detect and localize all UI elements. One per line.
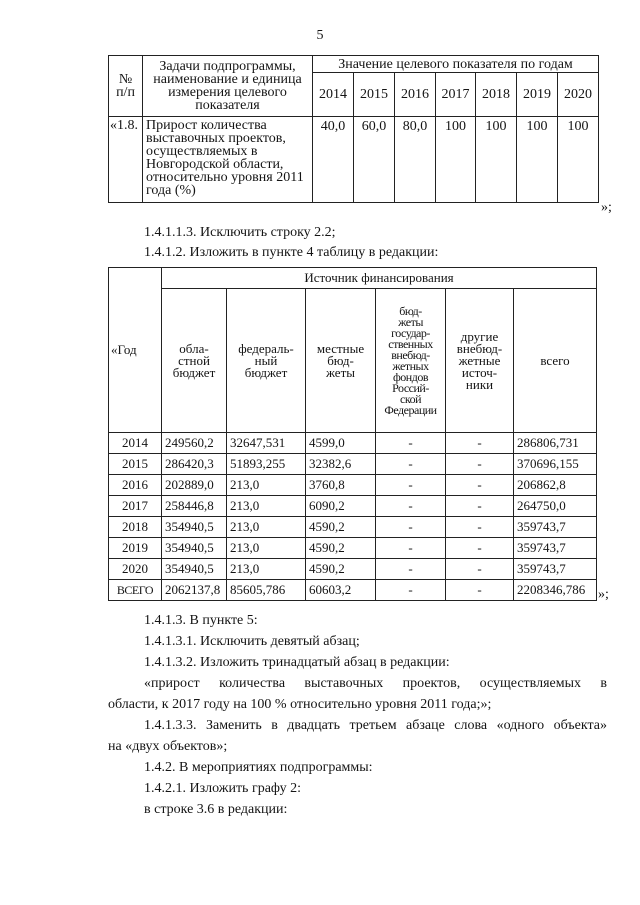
row-cell: 213,0 [227, 475, 306, 496]
row-cell: - [446, 454, 514, 475]
table2-suffix: »; [598, 587, 609, 602]
row-cell: 286806,731 [514, 433, 597, 454]
row-year: 2017 [109, 496, 162, 517]
row-cell: 3760,8 [306, 475, 376, 496]
source-header: бюд- жеты государ- ственных внебюд- жетных фондов Россий- ской Федерации [376, 289, 446, 433]
paragraph-replace-line1: 1.4.1.3.3. Заменить в двадцать третьем абзаце слова «одного объекта» [144, 718, 607, 733]
header-year: «Год [109, 268, 162, 433]
row-cell: 370696,155 [514, 454, 597, 475]
row-cell: 213,0 [227, 559, 306, 580]
source-header: федераль- ный бюджет [227, 289, 306, 433]
row-cell: 264750,0 [514, 496, 597, 517]
source-header: другие внебюд- жетные источ- ники [446, 289, 514, 433]
table-row [109, 517, 597, 538]
row-cell: - [376, 433, 446, 454]
year-header: 2017 [436, 73, 476, 117]
paragraph-quote-line2: области, к 2017 году на 100 % относительно уровня 2011 года;»; [108, 697, 492, 712]
row-number: «1.8. [109, 117, 143, 203]
indicator-value: 100 [517, 117, 558, 203]
table1-suffix: »; [601, 200, 612, 215]
row-cell: 4590,2 [306, 538, 376, 559]
row-cell: - [446, 538, 514, 559]
table-row [109, 559, 597, 580]
row-cell: 354940,5 [162, 517, 227, 538]
indicator-value: 80,0 [395, 117, 436, 203]
table-row [109, 454, 597, 475]
indicator-value: 100 [558, 117, 599, 203]
row-cell: 249560,2 [162, 433, 227, 454]
indicator-value: 100 [436, 117, 476, 203]
year-header: 2020 [558, 73, 599, 117]
row-cell: 359743,7 [514, 538, 597, 559]
paragraph-thirteenth: 1.4.1.3.2. Изложить тринадцатый абзац в редакции: [144, 655, 450, 670]
source-header: местные бюд- жеты [306, 289, 376, 433]
indicator-value: 60,0 [354, 117, 395, 203]
row-cell: 51893,255 [227, 454, 306, 475]
paragraph-activities: 1.4.2. В мероприятиях подпрограммы: [144, 760, 373, 775]
row-year: 2020 [109, 559, 162, 580]
row-cell: 258446,8 [162, 496, 227, 517]
row-cell: 213,0 [227, 496, 306, 517]
row-cell: - [376, 580, 446, 601]
financing-table [108, 267, 597, 601]
row-cell: - [446, 496, 514, 517]
year-header: 2016 [395, 73, 436, 117]
row-cell: 206862,8 [514, 475, 597, 496]
row-cell: 85605,786 [227, 580, 306, 601]
paragraph-row-3-6: в строке 3.6 в редакции: [144, 802, 288, 817]
row-cell: 354940,5 [162, 559, 227, 580]
row-cell: - [376, 559, 446, 580]
paragraph-point-5: 1.4.1.3. В пункте 5: [144, 613, 258, 628]
row-cell: - [376, 517, 446, 538]
row-cell: - [376, 538, 446, 559]
year-header: 2019 [517, 73, 558, 117]
row-cell: - [376, 496, 446, 517]
row-year: 2018 [109, 517, 162, 538]
table-row [109, 580, 597, 601]
row-task: Прирост количества выставочных проектов, осуществляемых в Новгородской области, относительно уровня 2011 года (%) [143, 117, 313, 203]
row-cell: - [446, 580, 514, 601]
row-cell: - [446, 433, 514, 454]
source-header: всего [514, 289, 597, 433]
row-cell: 202889,0 [162, 475, 227, 496]
row-cell: 2208346,786 [514, 580, 597, 601]
header-number: № п/п [109, 56, 143, 117]
row-cell: 4590,2 [306, 559, 376, 580]
row-cell: 359743,7 [514, 517, 597, 538]
row-cell: - [376, 454, 446, 475]
paragraph-table-edit: 1.4.1.2. Изложить в пункте 4 таблицу в редакции: [144, 245, 439, 260]
row-cell: 2062137,8 [162, 580, 227, 601]
indicator-value: 40,0 [313, 117, 354, 203]
row-cell: 32382,6 [306, 454, 376, 475]
table-row [109, 433, 597, 454]
row-year: 2015 [109, 454, 162, 475]
indicator-value: 100 [476, 117, 517, 203]
table-row [109, 538, 597, 559]
row-cell: 354940,5 [162, 538, 227, 559]
header-task: Задачи подпрограммы, наименование и единица измерения целевого показателя [143, 56, 313, 117]
source-header: обла- стной бюджет [162, 289, 227, 433]
row-cell: - [446, 517, 514, 538]
row-cell: 4599,0 [306, 433, 376, 454]
table-row [109, 496, 597, 517]
row-cell: 213,0 [227, 538, 306, 559]
header-financing-group: Источник финансирования [162, 268, 597, 289]
row-cell: - [376, 475, 446, 496]
header-group: Значение целевого показателя по годам [313, 56, 599, 73]
paragraph-column-2: 1.4.2.1. Изложить графу 2: [144, 781, 302, 796]
year-header: 2015 [354, 73, 395, 117]
row-year: ВСЕГО [109, 580, 162, 601]
row-cell: - [446, 559, 514, 580]
row-cell: 4590,2 [306, 517, 376, 538]
paragraph-replace-line2: на «двух объектов»; [108, 739, 228, 754]
year-header: 2018 [476, 73, 517, 117]
paragraph-exclude-ninth: 1.4.1.3.1. Исключить девятый абзац; [144, 634, 360, 649]
year-header: 2014 [313, 73, 354, 117]
row-year: 2019 [109, 538, 162, 559]
target-indicator-table [108, 55, 599, 203]
row-cell: 6090,2 [306, 496, 376, 517]
row-year: 2016 [109, 475, 162, 496]
row-year: 2014 [109, 433, 162, 454]
paragraph-quote-line1: «прирост количества выставочных проектов, осуществляемых в [144, 676, 607, 691]
row-cell: - [446, 475, 514, 496]
row-cell: 32647,531 [227, 433, 306, 454]
paragraph-exclude-row: 1.4.1.1.3. Исключить строку 2.2; [144, 225, 336, 240]
page-number: 5 [316, 28, 324, 43]
row-cell: 359743,7 [514, 559, 597, 580]
row-cell: 213,0 [227, 517, 306, 538]
row-cell: 286420,3 [162, 454, 227, 475]
table-row [109, 475, 597, 496]
row-cell: 60603,2 [306, 580, 376, 601]
